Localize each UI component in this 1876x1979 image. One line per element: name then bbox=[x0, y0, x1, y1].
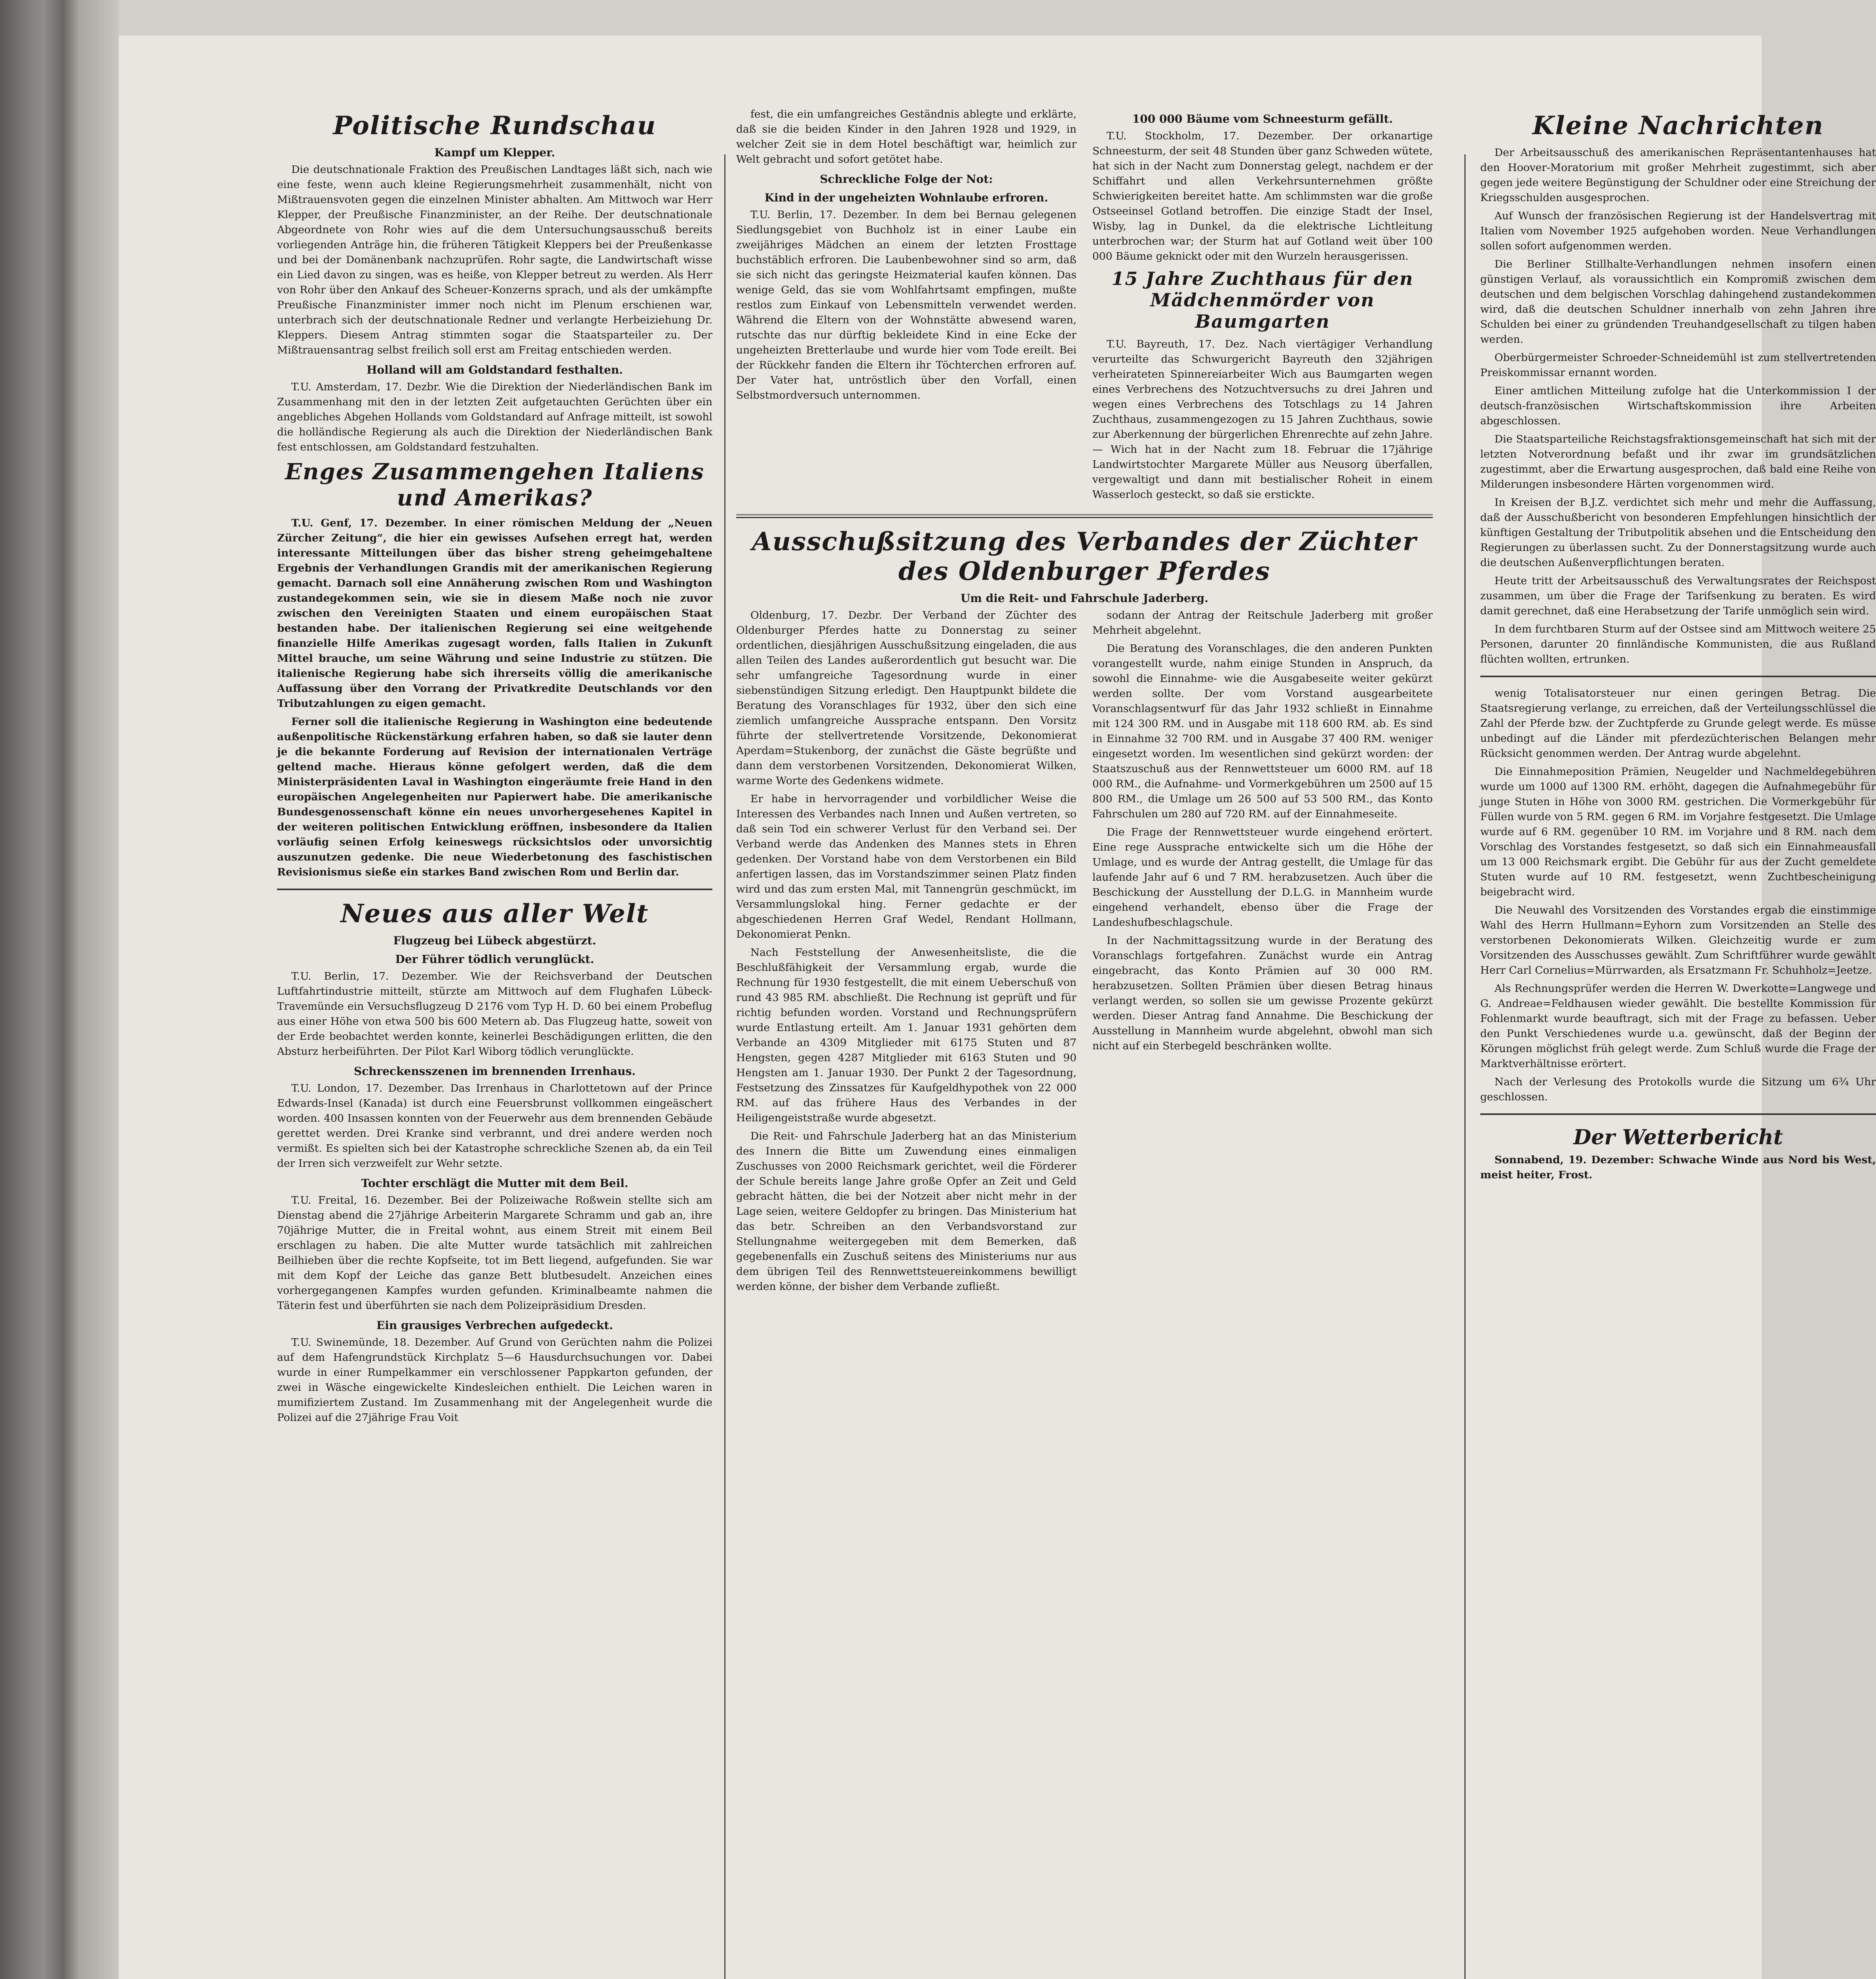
section-rule bbox=[736, 514, 1433, 518]
rundschau-body: Die deutschnationale Fraktion des Preußischen Landtages läßt sich, nach wie eine feste, wenn auch kleine Regierungsmehrheit zusammenhält, nicht von Mißtrauensvoten gegen die einzelnen Minister abhalten. Am Mittwoch war Herr Klepper, der Preußische Finanzminister, an der Reihe. Der deutschnationale Abgeordnete von Rohr wies auf die dem Untersuchungsausschuß bereits vorliegenden Anträge hin, die früheren Tätigkeit Kleppers bei der Preußenkasse und bei der Domänenbank nachzuprüfen. Rohr sagte, die Landwirtschaft wisse ein Lied davon zu singen, was es heiße, von Klepper betreut zu werden. Als Herr von Rohr über den Ankauf des Scheuer-Konzerns sprach, und als der umkämpfte Preußische Finanzminister immer noch nicht im Plenum erschienen war, unterbrach sich der deutschnationale Redner und verlangte Herbeiziehung Dr. Kleppers. Diesem Antrag stimmten sogar die Staatsparteiler zu. Der Mißtrauensantrag selbst freilich soll erst am Freitag entschieden werden. bbox=[277, 163, 712, 356]
kleine-6: Die Staatsparteiliche Reichstagsfraktionsgemeinschaft hat sich mit der letzten Notverordnung befaßt und ihr zwar im grundsätzlichen zugestimmt, aber die Erwartung ausgesprochen, daß bald eine Reihe von Milderungen insbesondere Härten vorgenommen wird. bbox=[1480, 433, 1876, 490]
neues-title: Neues aus aller Welt bbox=[340, 899, 649, 929]
oldenburg-a1: Oldenburg, 17. Dezbr. Der Verband der Züchter des Oldenburger Pferdes hatte zu Donnerstag zu seiner ordentlichen, diesjährigen Ausschußsitzung eingeladen, die aus allen Teilen des Landes außerordentlich gut besucht war. Die sehr umfangreiche Tagesordnung wurde in einer siebenstündigen Sitzung erledigt. Den Hauptpunkt bildete die Beratung des Voranschlages für 1932, über den sich eine ziemlich umfangreiche Aussprache entspann. Den Vorsitz führte der stellvertretende Vorsitzende, Dekonomierat Aperdam=Stukenborg, der zunächst die Gäste begrüßte und dann dem verstorbenen Vorsitzenden, Dekonomierat Wilken, warme Worte des Gedenkens widmete. bbox=[736, 609, 1077, 787]
weather-title: Der Wetterbericht bbox=[1573, 1125, 1783, 1149]
weather-body: Sonnabend, 19. Dezember: Schwache Winde aus Nord bis West, meist heiter, Frost. bbox=[1480, 1154, 1876, 1181]
rundschau-title: Politische Rundschau bbox=[333, 111, 657, 141]
center-body-c: T.U. Bayreuth, 17. Dez. Nach viertägiger Verhandlung verurteilte das Schwurgericht Bayreuth den 32jährigen verheirateten Spinnereiarbeiter Wich aus Baumgarten wegen eines Verbrechens des Notzuchtversuchs zu drei Jahren und wegen eines Verbrechens des Totschlags zu 14 Jahren Zuchthaus, zusammengezogen zu 15 Jahren Zuchthaus, sowie zur Aberkennung der bürgerlichen Ehrenrechte auf zehn Jahre. — Wich hat in der Nacht zum 18. Februar die 17jährige Landwirtstochter Margarete Müller aus Neusorg überfallen, vergewaltigt und dann mit bestialischer Roheit in einem Wasserloch gesteckt, so daß sie erstickte. bbox=[1092, 338, 1433, 501]
neues-body-2: T.U. London, 17. Dezember. Das Irrenhaus in Charlottetown auf der Prince Edwards-Insel (Kanada) ist durch eine Feuersbrunst vollkommen eingeäschert worden. 400 Insassen konnten von der Feuerwehr aus dem brennenden Gebäude gerettet werden. Drei Kranke sind verbrannt, und drei andere werden noch vermißt. Es spielten sich bei der Katastrophe schreckliche Szenen ab, da ein Teil der Irren sich verzweifelt zur Wehr setzte. bbox=[277, 1082, 712, 1170]
kleine-9: In dem furchtbaren Sturm auf der Ostsee sind am Mittwoch weitere 25 Personen, darunter 20 finnländische Kommunisten, die aus Rußland flüchten wollten, ertrunken. bbox=[1480, 623, 1876, 665]
continued-3: Die Neuwahl des Vorsitzenden des Vorstandes ergab die einstimmige Wahl des Herrn Hullmann=Eyhorn zum Vorsitzenden an Stelle des verstorbenen Dekonomierats Wilken. Gleichzeitig wurde er zum Vorsitzenden des Ausschusses gewählt. Zum Schriftführer wurde gewählt Herr Carl Cornelius=Mürrwarden, als Ersatzmann Fr. Schuhholz=Jeetze. bbox=[1480, 904, 1876, 976]
kleine-3: Die Berliner Stillhalte-Verhandlungen nehmen insofern einen günstigen Verlauf, als voraussichtlich ein Kompromiß zwischen dem deutschen und dem belgischen Vorschlag dahingehend zustandekommen wird, daß die deutschen Schuldner innerhalb von zehn Jahren ihre Schulden bei einer zu gründenden Treuhandgesellschaft zu tilgen haben werden. bbox=[1480, 258, 1876, 346]
section-rule bbox=[1480, 1113, 1876, 1115]
center-sub-c: 15 Jahre Zuchthaus für den Mädchenmörder von Baumgarten bbox=[1111, 268, 1414, 332]
newspaper-page bbox=[119, 36, 1876, 1979]
kleine-1: Der Arbeitsausschuß des amerikanischen Repräsentantenhauses hat den Hoover-Moratorium mit großer Mehrheit zugestimmt, sich aber gegen jede weitere Begünstigung der Schuldner oder eine Streichung der Kriegsschulden ausgesprochen. bbox=[1480, 146, 1876, 204]
oldenburg-c1: sodann der Antrag der Reitschule Jaderberg mit großer Mehrheit abgelehnt. bbox=[1092, 609, 1433, 636]
oldenburg-subtitle: Um die Reit- und Fahrschule Jaderberg. bbox=[961, 592, 1208, 605]
neues-sub-1: Flugzeug bei Lübeck abgestürzt. bbox=[393, 934, 596, 947]
oldenburg-a2: Er habe in hervorragender und vorbildlicher Weise die Interessen des Verbandes nach Innen und Außen vertreten, so daß sein Tod ein schwerer Verlust für den Verband sei. Der Verband werde das Andenken des Mannes stets in Ehren gedenken. Der Vorstand habe von dem Verstorbenen ein Bild anfertigen lassen, das im Vorstandszimmer seinen Platz finden wird und das zum ersten Mal, mit Tannengrün geschmückt, im Versammlungslokal hing. Ferner gedachte er der abgeschiedenen Herren Graf Wedel, Rendant Hollmann, Dekonomierat Penkn. bbox=[736, 793, 1077, 940]
neues-sub-2: Der Führer tödlich verunglückt. bbox=[395, 953, 594, 966]
holland-body: T.U. Amsterdam, 17. Dezbr. Wie die Direktion der Niederländischen Bank im Zusammenhang mit den in der letzten Zeit aufgetauchten Gerüchten über ein angebliches Abgehen Hollands vom Goldstandard auf Anfrage mitteilt, ist sowohl die holländische Regierung als auch die Direktion der Niederländischen Bank fest entschlossen, am Goldstandard festzuhalten. bbox=[277, 381, 712, 453]
continued-2: Die Einnahmeposition Prämien, Neugelder und Nachmeldegebühren wurde um 1000 auf 1300 RM. erhöht, dagegen die Aufnahmegebühr für junge Stuten in Höhe von 3000 RM. gestrichen. Die Vormerkgebühr für Füllen wurde von 5 RM. gegen 6 RM. im Vorjahre festgesetzt. Die Umlage wurde auf 6 RM. gegenüber 10 RM. im Vorjahre und 8 RM. nach dem Vorschlag des Vorstandes festgesetzt, so daß sich ein Einnahmeausfall um 13 000 Reichsmark ergibt. Die Gebühr für aus der Zucht gemeldete Stuten wurde auf 10 RM. festgesetzt, wenn Zuchtbescheinigung beigebracht wird. bbox=[1480, 765, 1876, 898]
neues-sub-5: Ein grausiges Verbrechen aufgedeckt. bbox=[376, 1319, 613, 1332]
column-rule bbox=[724, 154, 725, 1979]
neues-sub-3: Schreckensszenen im brennenden Irrenhaus. bbox=[353, 1065, 636, 1078]
kleine-7: In Kreisen der B.J.Z. verdichtet sich mehr und mehr die Auffassung, daß der Ausschußbericht von besonderen Empfehlungen hinsichtlich der künftigen Gestaltung der Tributpolitik absehen und die Entscheidung den Regierungen zu überlassen sucht. Zu der Donnerstagsitzung wurde auch die deutschen Außenverpflichtungen beraten. bbox=[1480, 496, 1876, 569]
neues-body-1: T.U. Berlin, 17. Dezember. Wie der Reichsverband der Deutschen Luftfahrtindustrie mitteilt, stürzte am Mittwoch auf dem Flughafen Lübeck-Travemünde ein Versuchsflugzeug D 2176 vom Typ H. D. 60 bei einem Probeflug aus einer Höhe von etwa 500 bis 600 Metern ab. Das Flugzeug hatte, soweit von der Erde beobachtet werden konnte, keinerlei Beschädigungen erlitten, die den Absturz herbeiführten. Der Pilot Karl Wiborg tödlich verunglückte. bbox=[277, 970, 712, 1058]
kleine-title: Kleine Nachrichten bbox=[1532, 111, 1824, 141]
kleine-4: Oberbürgermeister Schroeder-Schneidemühl ist zum stellvertretenden Preiskommissar ernannt worden. bbox=[1480, 351, 1876, 379]
italy-body-1: T.U. Genf, 17. Dezember. In einer römischen Meldung der „Neuen Zürcher Zeitung“, die hier ein gewisses Aufsehen erregt hat, werden interessante Mitteilungen über das bisher streng geheimgehaltene Ergebnis der Verhandlungen Grandis mit der amerikanischen Regierung gemacht. Darnach soll eine Annäherung zwischen Rom und Washington zustandegekommen sein, wie sie in diesem Maße noch nie zuvor zwischen den Vereinigten Staaten und einem europäischen Staat bestanden habe. Der italienischen Regierung sei eine weitgehende finanzielle Hilfe Amerikas zugesagt worden, falls Italien in Zukunft Mittel brauche, um seine Währung und seine Industrie zu stützen. Die italienische Regierung habe sich ihrerseits völlig die amerikanische Auffassung über den Vorrang der Privatkredite Deutschlands vor den Tributzahlungen zu eigen gemacht. bbox=[277, 517, 712, 710]
section-rule bbox=[277, 889, 712, 890]
center-body-a: T.U. Berlin, 17. Dezember. In dem bei Bernau gelegenen Siedlungsgebiet von Buchholz ist in einer Laube ein zweijähriges Mädchen an einem der letzten Frosttage buchstäblich erfroren. Die Laubenbewohner sind so arm, daß sie sich nicht das geringste Heizmaterial kaufen können. Das wenige Geld, das sie vom Wohlfahrtsamt empfingen, mußte restlos zum Einkauf von Lebensmitteln verwendet werden. Während die Eltern von der Wohnstätte abwesend waren, rutschte das nur dürftig bekleidete Kind in eine Ecke der ungeheizten Bretterlaube und wurde hier vom Tode ereilt. Bei der Rückkehr fanden die Eltern ihr Töchterchen erfroren auf. Der Vater hat, untröstlich über den Vorfall, einen Selbstmordversuch unternommen. bbox=[736, 209, 1077, 401]
center-body-b: T.U. Stockholm, 17. Dezember. Der orkanartige Schneesturm, der seit 48 Stunden über ganz Schweden wütete, hat sich in der Nacht zum Donnerstag gelegt, nachdem er der Schiffahrt und allen Verkehrsunternehmen größte Schwierigkeiten bereitet hatte. Am schlimmsten war die große Ostseeinsel Gotland betroffen. Die einzige Stadt der Insel, Wisby, lag in Dunkel, da die elektrische Lichtleitung unterbrochen war; der Sturm hat auf Gotland weit über 100 000 Bäume geknickt oder mit den Wurzeln herausgerissen. bbox=[1092, 130, 1433, 262]
continued-4: Als Rechnungsprüfer werden die Herren W. Dwerkotte=Langwege und G. Andreae=Feldhausen wieder gewählt. Die bestellte Kommission für Fohlenmarkt wurde beauftragt, sich mit der Frage zu befassen. Ueber den Punkt Verschiedenes wurde u.a. gewünscht, daß der Beginn der Körungen möglichst früh gelegt werde. Zum Schluß wurde die Frage der Marktverhältnisse erörtert. bbox=[1480, 982, 1876, 1070]
neues-body-4: T.U. Swinemünde, 18. Dezember. Auf Grund von Gerüchten nahm die Polizei auf dem Hafengrundstück Kirchplatz 5—6 Hausdurchsuchungen vor. Dabei wurde in einer Rumpelkammer ein verschlossener Pappkarton gefunden, der zwei in Wäsche eingewickelte Kindesleichen enthielt. Die Leichen waren in mumifiziertem Zustand. Im Zusammenhang mit der Angelegenheit wurde die Polizei auf die 27jährige Frau Voit bbox=[277, 1336, 712, 1424]
column-rule bbox=[1464, 154, 1466, 1979]
continued-1: wenig Totalisatorsteuer nur einen geringen Betrag. Die Staatsregierung verlange, zu erreichen, daß der Verteilungsschlüssel die Zahl der Pferde bzw. der Zuchtpferde zu Grunde gelegt werde. Es müsse unbedingt auf die Länder mit pferdezüchterischen Belangen mehr Rücksicht genommen werden. Der Antrag wurde abgelehnt. bbox=[1480, 687, 1876, 760]
oldenburg-c4: In der Nachmittagssitzung wurde in der Beratung des Voranschlags fortgefahren. Zunächst wurde ein Antrag eingebracht, das Konto Prämien auf 30 000 RM. herabzusetzen. Sollten Prämien über diesen Betrag hinaus verlangt werden, so sollen sie um gewisse Prozente gekürzt werden. Dieser Antrag fand Annahme. Die Beschickung der Ausstellung in Mannheim wurde abgelehnt, obwohl man sich nicht auf ein Sterbegeld beschränken wollte. bbox=[1092, 934, 1433, 1052]
center-sub-a2: Kind in der ungeheizten Wohnlaube erfroren. bbox=[764, 191, 1048, 204]
center-top-a: fest, die ein umfangreiches Geständnis ablegte und erklärte, daß sie die beiden Kinder in den Jahren 1928 und 1929, in welcher Zeit sie in dem Hotel beschäftigt war, heimlich zur Welt gebracht und sofort getötet habe. bbox=[736, 108, 1077, 165]
oldenburg-b2: Die Reit- und Fahrschule Jaderberg hat an das Ministerium des Innern die Bitte um Zuwendung eines einmaligen Zuschusses von 2000 Reichsmark gerichtet, weil die Förderer der Schule bereits lange Jahre große Opfer an Zeit und Geld gebracht hätten, die bei der Notzeit aber nicht mehr in der Lage seien, weitere Geldopfer zu bringen. Das Ministerium hat das betr. Schreiben an den Verbandsvorstand zur Stellungnahme weitergegeben mit dem Bemerken, daß gegebenenfalls ein Zuschuß seitens des Ministeriums nur aus dem übrigen Teil des Rennwettsteuereinkommens bewilligt werden könne, der bisher dem Verbande zufließt. bbox=[736, 1130, 1077, 1293]
italy-body-2: Ferner soll die italienische Regierung in Washington eine bedeutende außenpolitische Rückenstärkung erfahren haben, so daß sie lauter denn je die bekannte Forderung auf Revision der internationalen Verträge geltend mache. Hieraus könne gefolgert werden, daß die dem Ministerpräsidenten Laval in Washington eingeräumte freie Hand in den europäischen Angelegenheiten nur Papierwert habe. Die amerikanische Bundesgenossenschaft könne ein neues unvorhergesehenes Kapitel in der weiteren politischen Entwicklung eröffnen, insbesondere da Italien vorläufig seinen Erfolg keineswegs rücksichtslos oder unvorsichtig auszunutzen gedenke. Die neue Wiederbetonung des faschistischen Revisionismus sieße ein starkes Band zwischen Rom und Berlin dar. bbox=[277, 716, 712, 878]
column-left bbox=[277, 107, 712, 1428]
oldenburg-c3: Die Frage der Rennwettsteuer wurde eingehend erörtert. Eine rege Aussprache entwickelte sich um die Höhe der Umlage, und es wurde der Antrag gestellt, die Umlage für das laufende Jahr auf 6 und 7 RM. herabzusetzen. Auch über die Beschickung der Ausstellung der D.L.G. in Mannheim wurde eingehend verhandelt, ebenso über die Frage der Landeshufbeschlagschule. bbox=[1092, 826, 1433, 929]
holland-title: Holland will am Goldstandard festhalten. bbox=[366, 363, 623, 376]
italy-title: Enges Zusammengehen Italiens und Amerikas? bbox=[285, 459, 704, 511]
kleine-5: Einer amtlichen Mitteilung zufolge hat die Unterkommission I der deutsch-französischen Wirtschaftskommission ihre Arbeiten abgeschlossen. bbox=[1480, 385, 1876, 427]
oldenburg-b1: Nach Feststellung der Anwesenheitsliste, die die Beschlußfähigkeit der Versammlung ergab, wurde die Rechnung für 1930 festgestellt, die mit einem Ueberschuß von rund 43 985 RM. abschließt. Die Rechnung ist geprüft und für richtig befunden worden. Vorstand und Rechnungsprüfern wurde Entlastung erteilt. Am 1. Januar 1931 gehörten dem Verbande an 4309 Mitglieder mit 6175 Stuten und 87 Hengsten, gegen 4287 Mitglieder mit 6163 Stuten und 90 Hengsten am 1. Januar 1930. Der Punkt 2 der Tagesordnung, Festsetzung des Zinssatzes für Kaufgeldhypothek von 22 000 RM. auf das frühere Haus des Verbandes in der Heiligengeiststraße wurde abgesetzt. bbox=[736, 946, 1077, 1124]
center-sub-b: 100 000 Bäume vom Schneesturm gefällt. bbox=[1132, 112, 1393, 125]
continued-5: Nach der Verlesung des Protokolls wurde die Sitzung um 6¾ Uhr geschlossen. bbox=[1480, 1076, 1876, 1103]
oldenburg-title: Ausschußsitzung des Verbandes der Züchter des Oldenburger Pferdes bbox=[752, 527, 1417, 586]
oldenburg-c2: Die Beratung des Voranschlages, die den anderen Punkten vorangestellt wurde, nahm einige Stunden in Anspruch, da sowohl die Einnahme- wie die Ausgabeseite weiter gekürzt werden sollte. Der vom Vorstand ausgearbeitete Voranschlagsentwurf für das Jahr 1932 schließt in Einnahme mit 124 300 RM. und in Ausgabe mit 118 600 RM. ab. Es sind in Einnahme 32 700 RM. und in Ausgabe 37 400 RM. weniger eingesetzt worden. Im wesentlichen sind gekürzt worden: der Staatszuschuß aus der Rennwettsteuer um 6000 RM. auf 18 000 RM., die Aufnahme- und Vormerkgebühren um 2500 auf 15 800 RM., die Umlage um 26 500 auf 53 500 RM., das Konto Fahrschulen um 280 auf 720 RM. auf der Einnahmeseite. bbox=[1092, 642, 1433, 820]
section-rule bbox=[1480, 676, 1876, 677]
neues-sub-4: Tochter erschlägt die Mutter mit dem Beil. bbox=[361, 1177, 628, 1190]
rundschau-subtitle: Kampf um Klepper. bbox=[434, 146, 555, 159]
book-binding bbox=[0, 0, 119, 1979]
neues-body-3: T.U. Freital, 16. Dezember. Bei der Polizeiwache Roßwein stellte sich am Dienstag abend die 27jährige Arbeiterin Margarete Schramm und gab an, ihre 70jährige Mutter, die in Freital wohnt, aus einem Streit mit einem Beil erschlagen zu haben. Die alte Mutter wurde tatsächlich mit zahlreichen Beilhieben über die rechte Kopfseite, tot im Bett liegend, aufgefunden. Sie war mit dem Kopf der Leiche das ganze Bett blutbesudelt. Anzeichen eines vorhergegangenen Kampfes wurden gefunden. Kriminalbeamte nahmen die Täterin fest und überführten sie nach dem Polizeipräsidium Dresden. bbox=[277, 1194, 712, 1312]
column-right bbox=[1480, 107, 1876, 1186]
kleine-8: Heute tritt der Arbeitsausschuß des Verwaltungsrates der Reichspost zusammen, um über die Frage der Tarifsenkung zu beraten. Es wird damit gerechnet, daß eine Herabsetzung der Tarife unmöglich sein wird. bbox=[1480, 575, 1876, 617]
kleine-2: Auf Wunsch der französischen Regierung ist der Handelsvertrag mit Italien vom November 1925 aufgehoben worden. Neue Verhandlungen sollen sofort aufgenommen werden. bbox=[1480, 210, 1876, 252]
center-sub-a: Schreckliche Folge der Not: bbox=[820, 173, 993, 186]
column-center bbox=[736, 107, 1433, 1297]
